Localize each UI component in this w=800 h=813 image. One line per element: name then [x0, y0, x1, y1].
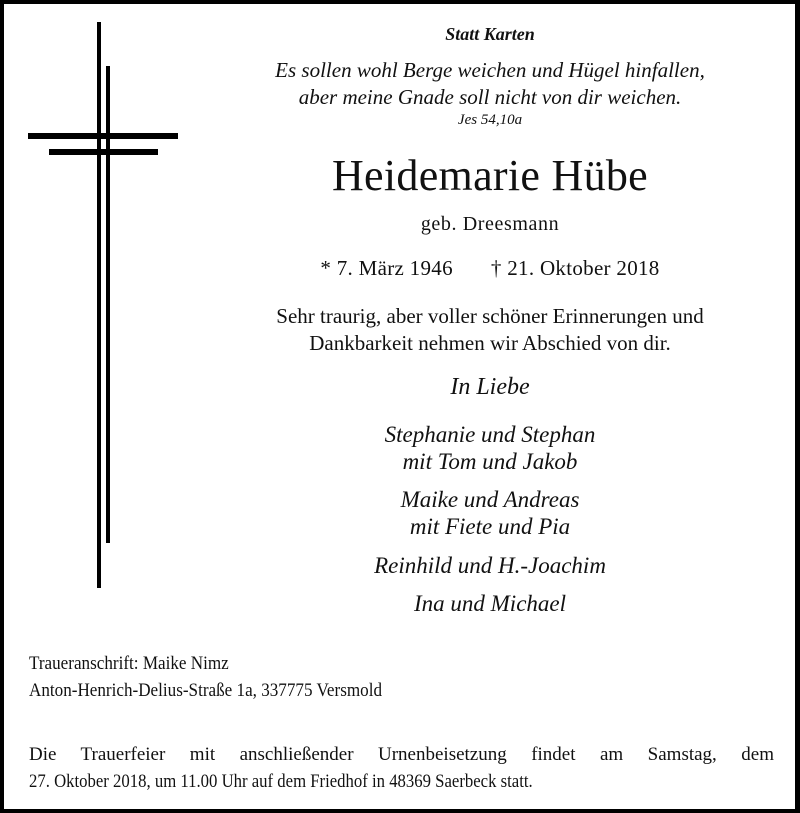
death-date: † 21. Oktober 2018	[490, 256, 660, 280]
verse-line-2: aber meine Gnade soll nicht von dir weichen.	[298, 85, 682, 109]
closing-text: In Liebe	[450, 374, 530, 400]
mourner-line: Maike und Andreas	[400, 487, 580, 512]
birth-date: * 7. März 1946	[320, 256, 453, 280]
deceased-name: Heidemarie Hübe	[331, 151, 649, 200]
message-line-2: Dankbarkeit nehmen wir Abschied von dir.	[309, 331, 671, 355]
message-line-1: Sehr traurig, aber voller schöner Erinnerungen und	[276, 304, 704, 328]
notice-header: Statt Karten	[445, 24, 535, 44]
life-dates	[210, 256, 770, 281]
mourner-line: mit Fiete und Pia	[409, 514, 571, 539]
mourner-line: mit Tom und Jakob	[402, 449, 578, 474]
verse-reference: Jes 54,10a	[457, 112, 523, 128]
birth-name: geb. Dreesmann	[420, 213, 560, 235]
mourner-line: Ina und Michael	[413, 591, 566, 616]
mourner-line: Reinhild und H.-Joachim	[374, 553, 606, 578]
ceremony-line-2: 27. Oktober 2018, um 11.00 Uhr auf dem Friedhof in 48369 Saerbeck statt.	[29, 771, 533, 792]
mourner-line: Stephanie und Stephan	[384, 422, 596, 447]
verse-line-1: Es sollen wohl Berge weichen und Hügel hinfallen,	[275, 58, 705, 82]
address-line-1: Traueranschrift: Maike Nimz	[29, 653, 229, 674]
address-line-2: Anton-Henrich-Delius-Straße 1a, 337775 Versmold	[29, 680, 383, 701]
ceremony-line-1: Die Trauerfeier mit anschließender Urnenbeisetzung findet am Samstag, dem	[29, 744, 774, 765]
